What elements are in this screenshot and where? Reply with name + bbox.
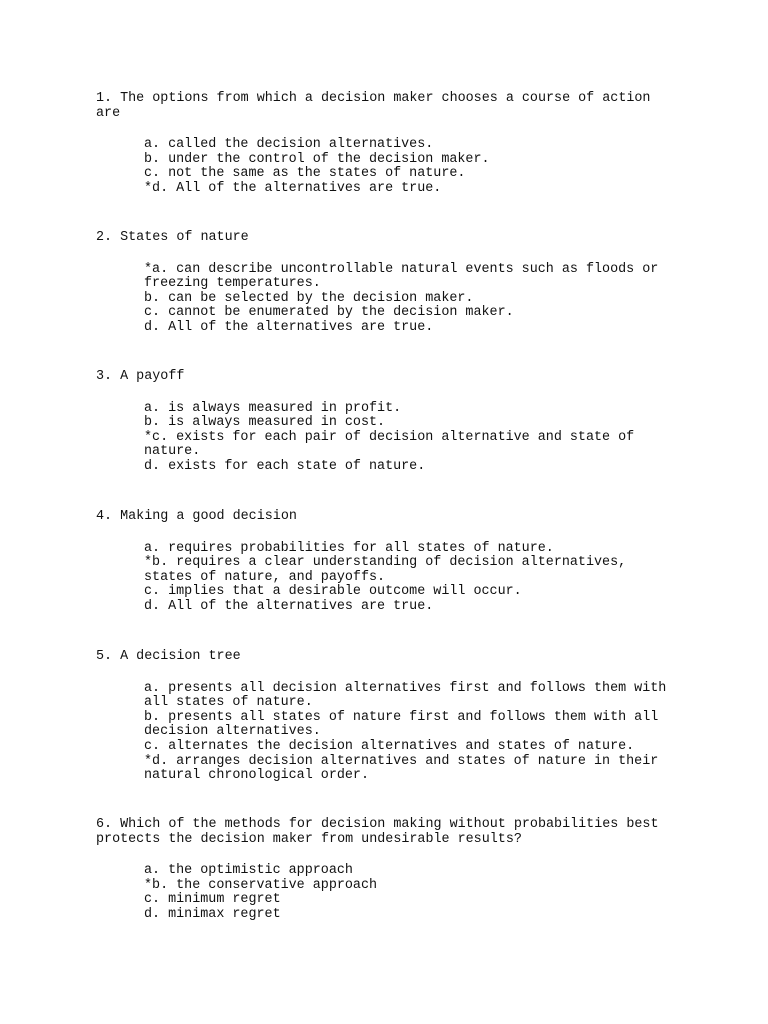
answer-option: d. minimax regret	[144, 906, 281, 922]
question-5	[96, 650, 676, 784]
answer-option-correct: *a. can describe uncontrollable natural events such as floods or freezing temperatures.	[144, 261, 667, 292]
answer-options	[144, 864, 674, 922]
answer-option: d. All of the alternatives are true.	[144, 598, 434, 614]
answer-option: c. cannot be enumerated by the decision maker.	[144, 305, 514, 321]
answer-options	[144, 402, 674, 475]
question-stem: 6. Which of the methods for decision making without probabilities best protects the decision maker from undesirable results?	[96, 817, 667, 847]
answer-options	[144, 542, 674, 615]
answer-option-correct: *d. arranges decision alternatives and states of nature in their natural chronological order.	[144, 753, 667, 784]
answer-option: d. exists for each state of nature.	[144, 458, 426, 474]
question-stem: 3. A payoff	[96, 369, 185, 384]
answer-option: b. under the control of the decision maker.	[144, 151, 490, 167]
answer-option: c. not the same as the states of nature.	[144, 166, 466, 182]
answer-option: a. called the decision alternatives.	[144, 137, 434, 153]
answer-option: c. minimum regret	[144, 892, 281, 908]
question-2	[96, 231, 676, 336]
question-stem: 1. The options from which a decision maker chooses a course of action are	[96, 91, 659, 121]
answer-option-correct: *b. the conservative approach	[144, 877, 378, 893]
answer-option: a. presents all decision alternatives first and follows them with all states of nature.	[144, 680, 675, 711]
answer-option: b. is always measured in cost.	[144, 415, 386, 431]
answer-options	[144, 682, 674, 784]
answer-options	[144, 263, 674, 336]
question-1	[96, 92, 676, 197]
answer-option: d. All of the alternatives are true.	[144, 319, 434, 335]
answer-option: b. presents all states of nature first and follows them with all decision alternatives.	[144, 709, 667, 740]
answer-option-correct: *b. requires a clear understanding of decision alternatives, states of nature, and payoffs.	[144, 555, 635, 585]
question-4	[96, 510, 676, 615]
question-6	[96, 818, 676, 923]
question-stem: 5. A decision tree	[96, 649, 241, 664]
answer-option: a. is always measured in profit.	[144, 400, 402, 416]
answer-option-correct: *c. exists for each pair of decision alternative and state of nature.	[144, 429, 643, 460]
answer-option: a. requires probabilities for all states of nature.	[144, 540, 554, 556]
answer-option: a. the optimistic approach	[144, 863, 353, 879]
question-stem: 2. States of nature	[96, 230, 249, 245]
answer-option: b. can be selected by the decision maker.	[144, 290, 474, 306]
answer-options	[144, 138, 674, 196]
question-stem: 4. Making a good decision	[96, 509, 297, 524]
question-3	[96, 370, 676, 475]
answer-option: c. alternates the decision alternatives and states of nature.	[144, 738, 635, 754]
answer-option-correct: *d. All of the alternatives are true.	[144, 180, 442, 196]
answer-option: c. implies that a desirable outcome will occur.	[144, 584, 522, 600]
